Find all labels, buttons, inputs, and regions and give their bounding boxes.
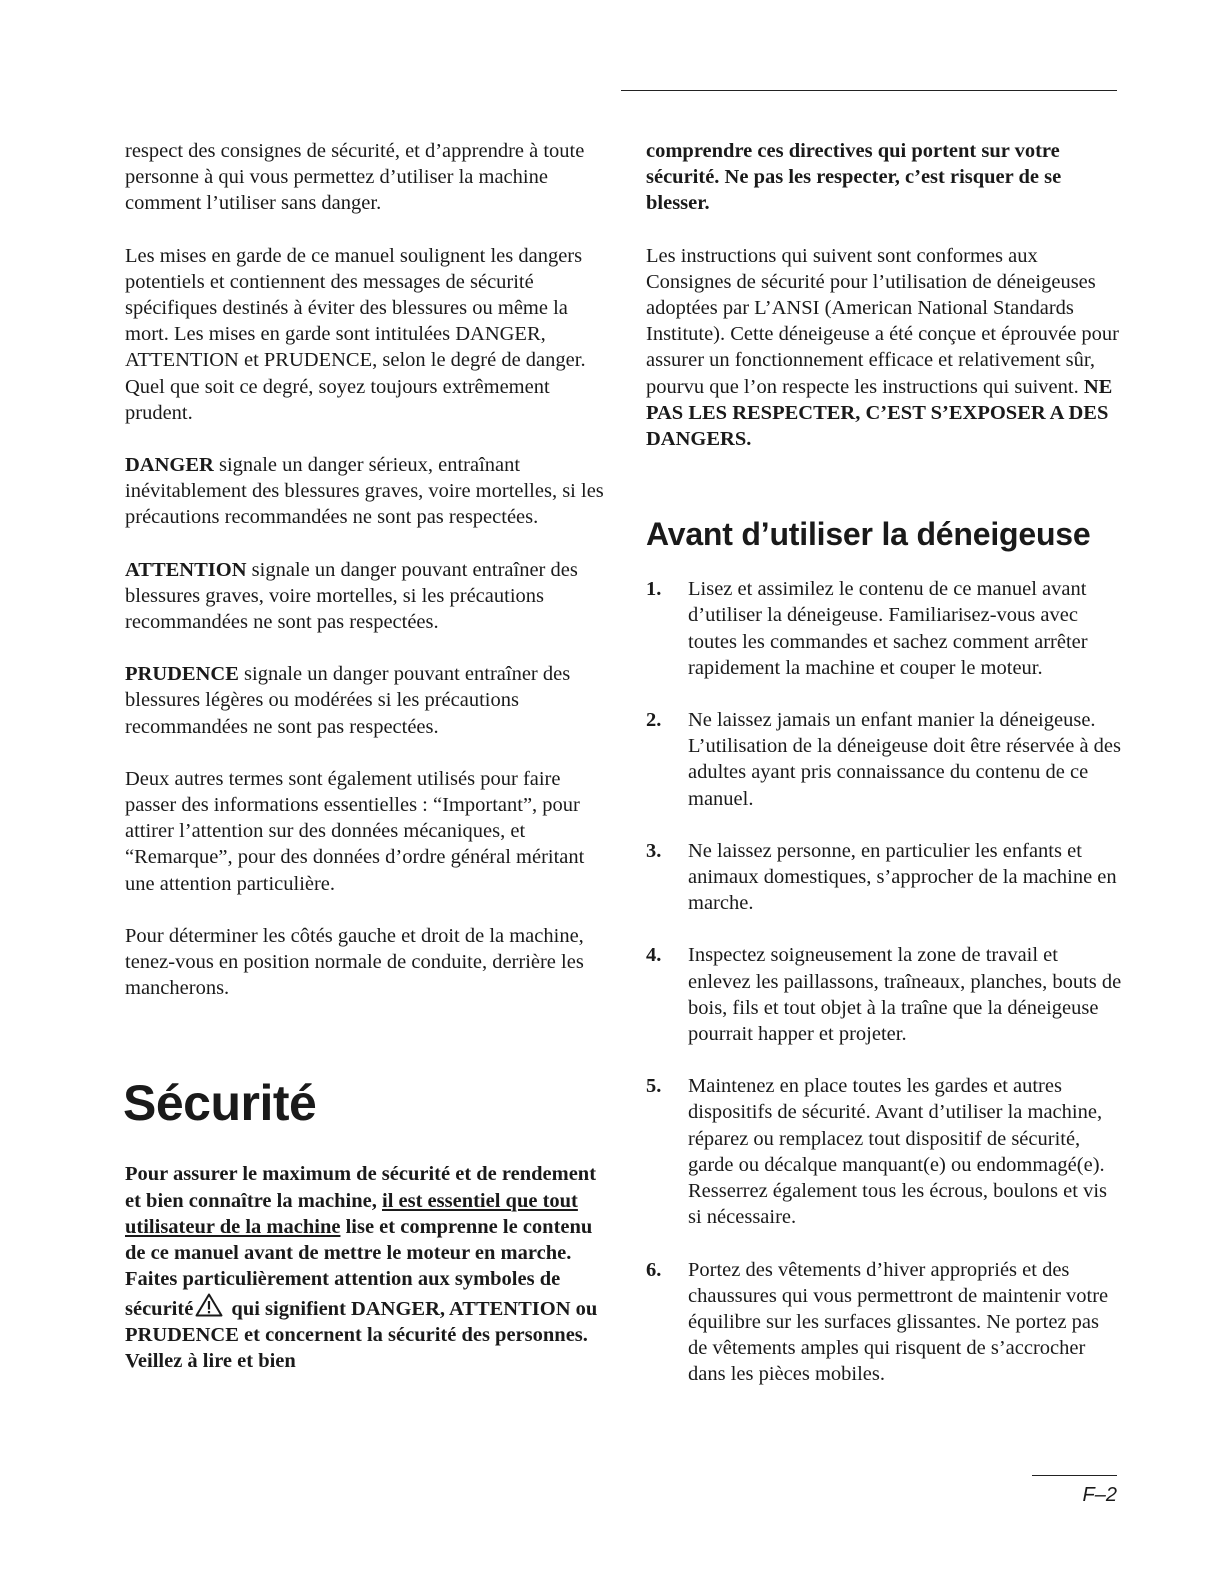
page-number: F–2 bbox=[1082, 1484, 1117, 1506]
right-column bbox=[646, 138, 1122, 1414]
paragraph-bold: comprendre ces directives qui portent sur votre sécurité. Ne pas les respecter, c’est risquer de se blesser. bbox=[646, 140, 1062, 215]
list-item: 3. Ne laissez personne, en particulier les enfants et animaux domestiques, s’approcher de la machine en marche. bbox=[646, 839, 1117, 915]
paragraph: Deux autres termes sont également utilisés pour faire passer des informations essentielles : “Important”, pour attirer l’attention sur des données mécaniques, et “Remarque”, pour des données d’ordre général méritant une attention particulière. bbox=[125, 767, 585, 895]
warning-triangle-icon bbox=[195, 1293, 223, 1317]
list-item: 6. Portez des vêtements d’hiver appropriés et des chaussures qui vous permettront de maintenir votre équilibre sur les surfaces glissantes. Ne portez pas de vêtements amples qui risquent de s’accrocher dans les pièces mobiles. bbox=[646, 1258, 1109, 1386]
danger-term: DANGER bbox=[125, 454, 214, 477]
paragraph: respect des consignes de sécurité, et d’apprendre à toute personne à qui vous permettez d’utiliser la machine comment l’utiliser sans danger. bbox=[125, 140, 585, 215]
list-item: 5. Maintenez en place toutes les gardes et autres dispositifs de sécurité. Avant d’utiliser la machine, réparez ou remplacez tout dispositif de sécurité, garde ou décalque manquant(e) ou endommagé(e). Resserrez également tous les écrous, boulons et vis si nécessaire. bbox=[646, 1075, 1107, 1229]
left-column bbox=[125, 138, 605, 1400]
safety-instructions-list bbox=[646, 576, 1122, 1387]
header-rule bbox=[621, 90, 1117, 91]
ansi-paragraph: Les instructions qui suivent sont conformes aux Consignes de sécurité pour l’utilisation de déneigeuses adoptées par L’ANSI (American National Standards Institute). Cette déneigeuse a été conçue et éprouvée pour assurer un fonctionnement efficace et relativement sûr, pourvu que l’on respecte les instructions qui suivent. NE PAS LES RESPECTER, C’EST S’EXPOSER A DES DANGERS. bbox=[646, 244, 1120, 451]
underlined-phrase: il est essentiel que tout utilisateur de la machine bbox=[125, 1189, 578, 1238]
paragraph: Pour déterminer les côtés gauche et droit de la machine, tenez-vous en position normale de conduite, derrière les mancherons. bbox=[125, 924, 584, 1000]
list-item: 4. Inspectez soigneusement la zone de travail et enlevez les paillassons, traîneaux, planches, bouts de bois, fils et tout objet à la traîne que la déneigeuse pourrait happer et projeter. bbox=[646, 944, 1122, 1046]
prudence-term: PRUDENCE bbox=[125, 663, 239, 686]
prudence-definition: PRUDENCE signale un danger pouvant entraîner des blessures légères ou modérées si les précautions recommandées ne sont pas respectées. bbox=[125, 663, 571, 738]
list-item: 1. Lisez et assimilez le contenu de ce manuel avant d’utiliser la déneigeuse. Familiarisez-vous avec toutes les commandes et sachez comment arrêter rapidement la machine et couper le moteur. bbox=[646, 578, 1088, 679]
attention-definition: ATTENTION signale un danger pouvant entraîner des blessures graves, voire mortelles, si les précautions recommandées ne sont pas respectées. bbox=[125, 558, 578, 634]
danger-definition: DANGER signale un danger sérieux, entraînant inévitablement des blessures graves, voire mortelles, si les précautions recommandées ne sont pas respectées. bbox=[125, 454, 604, 529]
paragraph: Les mises en garde de ce manuel soulignent les dangers potentiels et contiennent des messages de sécurité spécifiques destinés à éviter des blessures ou même la mort. Les mises en garde sont intitulées DANGER, ATTENTION et PRUDENCE, selon le degré de danger. Quel que soit ce degré, soyez toujours extrêmement prudent. bbox=[125, 244, 586, 424]
footer-rule bbox=[1032, 1475, 1117, 1476]
safety-intro: Pour assurer le maximum de sécurité et de rendement et bien connaître la machine, il est essentiel que tout utilisateur de la machine lise et comprenne le contenu de ce manuel avant de mettre le moteur en marche. Faites particulièrement attention aux symboles de sécurité qui signifient DANGER, ATTENTION ou PRUDENCE et concernent la sécurité des personnes. Veillez à lire et bien bbox=[125, 1163, 598, 1372]
attention-term: ATTENTION bbox=[125, 558, 247, 581]
list-item: 2. Ne laissez jamais un enfant manier la déneigeuse. L’utilisation de la déneigeuse doit être réservée à des adultes ayant pris connaissance du contenu de ce manuel. bbox=[646, 709, 1121, 810]
section-heading-avant-utiliser: Avant d’utiliser la déneigeuse bbox=[646, 516, 1091, 553]
section-heading-securite: Sécurité bbox=[123, 1075, 317, 1132]
